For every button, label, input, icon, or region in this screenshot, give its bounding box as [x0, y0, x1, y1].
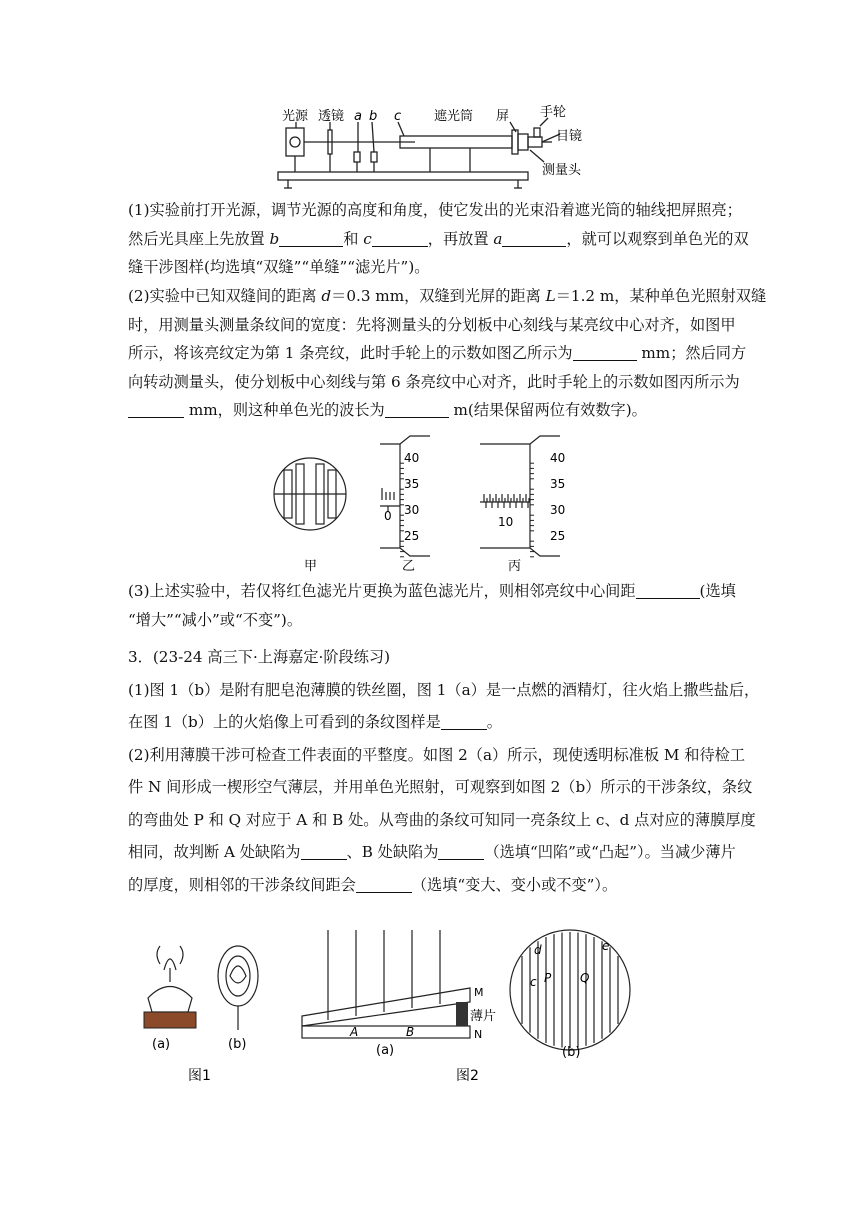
- blank-c[interactable]: [372, 230, 428, 247]
- label-a: a: [354, 109, 362, 124]
- bing-scale-25: 25: [550, 529, 566, 543]
- label-bing: 丙: [508, 559, 522, 574]
- p3-part2-line4: 相同，故判断 A 处缺陷为 、B 处缺陷为 （选填“凹陷”或“凸起”）。当减少薄片: [128, 843, 736, 861]
- micrometer-figures: [270, 428, 600, 576]
- label-P: P: [544, 971, 552, 985]
- question-2: [128, 282, 767, 425]
- blank-spacing[interactable]: [636, 582, 700, 599]
- blank-fringe-spacing[interactable]: [356, 876, 412, 893]
- label-b: b: [369, 109, 378, 124]
- label-A: A: [350, 1025, 359, 1039]
- blank-reading-6[interactable]: [128, 401, 184, 418]
- q1-line2: 然后光具座上先放置 b 和 c ，再放置 a ，就可以观察到单色光的双: [128, 229, 749, 248]
- label-source: 光源: [282, 109, 309, 124]
- p3-part2-line1: (2)利用薄膜干涉可检查工件表面的平整度。如图 2（a）所示，现使透明标准板 M 和待检工: [128, 745, 746, 764]
- blank-a[interactable]: [502, 230, 566, 247]
- label-lens: 透镜: [318, 109, 345, 124]
- q2-line3: 所示，将该亮纹定为第 1 条亮纹，此时手轮上的示数如图乙所示为 mm；然后同方: [128, 344, 747, 362]
- label-slice: 薄片: [470, 1009, 497, 1024]
- yi-scale-35: 35: [404, 477, 420, 491]
- label-e: e: [602, 939, 610, 953]
- thin-film-figures: [130, 920, 650, 1090]
- fig2-b-label: (b): [562, 1045, 581, 1060]
- bing-scale-40: 40: [550, 451, 566, 465]
- bing-main-10: 10: [498, 515, 514, 529]
- double-slit-apparatus-diagram: [270, 100, 590, 190]
- fig2-a-label: (a): [376, 1043, 395, 1058]
- yi-scale-40: 40: [404, 451, 420, 465]
- bing-scale-35: 35: [550, 477, 566, 491]
- q2-line2: 时，用测量头测量条纹间的宽度：先将测量头的分划板中心刻线与某亮纹中心对齐，如图甲: [128, 315, 736, 334]
- blank-pattern[interactable]: [441, 713, 487, 730]
- q3-line1: (3)上述实验中，若仅将红色滤光片更换为蓝色滤光片，则相邻亮纹中心间距 (选填: [128, 582, 736, 600]
- blank-wavelength[interactable]: [385, 401, 449, 418]
- label-B: B: [406, 1025, 415, 1039]
- label-N: N: [474, 1028, 483, 1041]
- fig1-b-label: (b): [228, 1037, 247, 1052]
- q1-line1: (1)实验前打开光源，调节光源的高度和角度，使它发出的光束沿着遮光筒的轴线把屏照亮；: [128, 201, 742, 219]
- label-Q: Q: [580, 971, 590, 985]
- blank-b[interactable]: [279, 230, 343, 247]
- question-3: [128, 577, 738, 634]
- fig1-a-label: (a): [152, 1037, 171, 1052]
- label-M: M: [474, 986, 484, 999]
- q2-line1: (2)实验中已知双缝间的距离 d＝0.3 mm，双缝到光屏的距离 L＝1.2 m，某种单色光照射双缝: [128, 287, 767, 305]
- p3-part1-line2: 在图 1（b）上的火焰像上可看到的条纹图样是 。: [128, 713, 502, 731]
- label-jia: 甲: [304, 559, 318, 574]
- blank-A-defect[interactable]: [301, 843, 347, 860]
- blank-reading-1[interactable]: [573, 344, 637, 361]
- p3-part1-line1: (1)图 1（b）是附有肥皂泡薄膜的铁丝圈，图 1（a）是一点燃的酒精灯，往火焰上撒些盐后，: [128, 680, 760, 699]
- fig2-label: 图2: [456, 1068, 479, 1084]
- label-eyepiece: 目镜: [556, 129, 583, 144]
- q1-line3: 缝干涉图样(均选填“双缝”“单缝”“滤光片”)。: [128, 258, 430, 276]
- question-1: [128, 196, 749, 282]
- label-wheel: 手轮: [540, 105, 567, 120]
- problem-3: [128, 643, 760, 899]
- label-yi: 乙: [402, 559, 416, 574]
- p3-part2-line2: 件 N 间形成一楔形空气薄层，并用单色光照射，可观察到如图 2（b）所示的干涉条纹，条纹: [128, 778, 753, 796]
- p3-part2-line3: 的弯曲处 P 和 Q 对应于 A 和 B 处。从弯曲的条纹可知同一亮条纹上 c、d 点对应的薄膜厚度: [128, 810, 756, 829]
- label-measuring-head: 测量头: [542, 163, 582, 178]
- label-screen: 屏: [496, 109, 510, 124]
- blank-B-defect[interactable]: [438, 843, 484, 860]
- q2-line4: 向转动测量头，使分划板中心刻线与第 6 条亮纹中心对齐，此时手轮上的示数如图丙所示为: [128, 372, 740, 391]
- label-d: d: [534, 943, 542, 957]
- fig1-label: 图1: [188, 1068, 211, 1084]
- yi-scale-30: 30: [404, 503, 420, 517]
- q2-line5: mm，则这种单色光的波长为 m(结果保留两位有效数字)。: [128, 396, 738, 425]
- label-c: c: [394, 109, 402, 124]
- q3-line2: “增大”“减小”或“不变”)。: [128, 610, 303, 629]
- p3-part2-line5: 的厚度，则相邻的干涉条纹间距会 （选填“变大、变小或不变”）。: [128, 875, 618, 894]
- yi-scale-25: 25: [404, 529, 420, 543]
- yi-main-0: 0: [384, 509, 392, 523]
- label-c: c: [530, 975, 537, 989]
- bing-scale-30: 30: [550, 503, 566, 517]
- problem-3-header: 3．(23-24 高三下·上海嘉定·阶段练习): [128, 648, 391, 666]
- label-tube: 遮光筒: [434, 109, 474, 124]
